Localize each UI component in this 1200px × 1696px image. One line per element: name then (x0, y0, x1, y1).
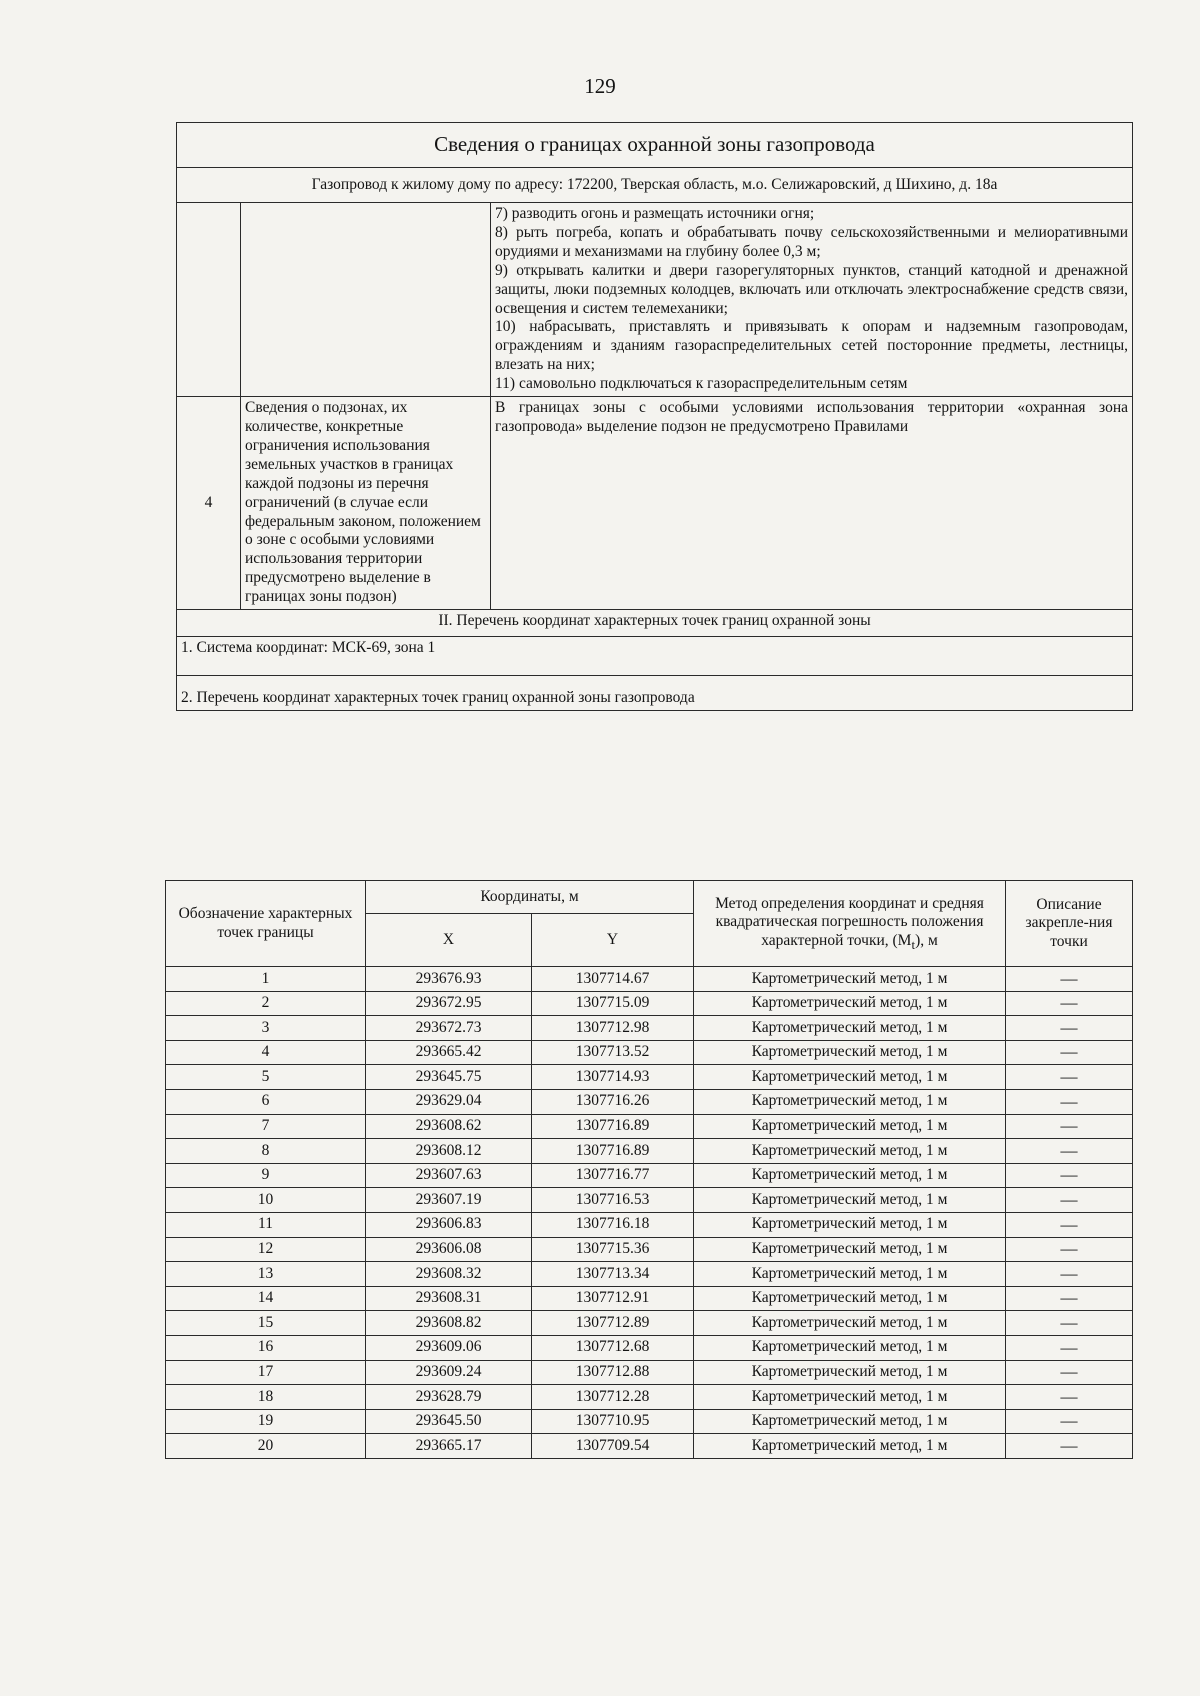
restrictions-list-cell (491, 203, 1133, 397)
point-number: 1 (166, 967, 366, 992)
point-number: 6 (166, 1089, 366, 1114)
header-method-main: Метод определения координат и средняя квадратическая погрешность положения характерной точки, (M (715, 894, 984, 949)
point-number: 12 (166, 1237, 366, 1262)
point-description: — (1006, 991, 1133, 1016)
point-description: — (1006, 1286, 1133, 1311)
table-row (166, 1360, 1133, 1385)
point-number: 15 (166, 1311, 366, 1336)
coord-x: 293609.24 (366, 1360, 532, 1385)
method-text: Картометрический метод, 1 м (694, 1434, 1006, 1459)
coord-x: 293665.42 (366, 1040, 532, 1065)
restriction-item: 10) набрасывать, приставлять и привязывать к опорам и надземным газопроводам, ограждениям и зданиям газораспределительных сетей посторонние предметы, лестницы, влезать на них; (495, 318, 1128, 374)
point-number: 13 (166, 1262, 366, 1287)
coord-y: 1307710.95 (532, 1409, 694, 1434)
coord-y: 1307716.18 (532, 1212, 694, 1237)
header-method (694, 881, 1006, 967)
table-row (166, 1385, 1133, 1410)
coords-list-title: 2. Перечень координат характерных точек границ охранной зоны газопровода (177, 676, 1133, 711)
coord-x: 293645.50 (366, 1409, 532, 1434)
zone-info-title: Сведения о границах охранной зоны газопровода (177, 123, 1133, 168)
table-row (166, 1212, 1133, 1237)
coord-y: 1307716.89 (532, 1139, 694, 1164)
point-description: — (1006, 1163, 1133, 1188)
coord-y: 1307713.34 (532, 1262, 694, 1287)
table-row (166, 1286, 1133, 1311)
coord-x: 293606.83 (366, 1212, 532, 1237)
table-row (166, 991, 1133, 1016)
table-row (166, 1409, 1133, 1434)
point-number: 5 (166, 1065, 366, 1090)
header-y: Y (532, 914, 694, 967)
coord-x: 293607.63 (366, 1163, 532, 1188)
table-row (166, 1262, 1133, 1287)
restriction-item: 7) разводить огонь и размещать источники огня; (495, 205, 815, 222)
restriction-item: 9) открывать калитки и двери газорегуляторных пунктов, станций катодной и дренажной защиты, люки подземных колодцев, включать или отключать электроснабжение средств связи, освещения и систем телемеханики; (495, 261, 1128, 317)
table-row (166, 1335, 1133, 1360)
method-text: Картометрический метод, 1 м (694, 1212, 1006, 1237)
point-number: 3 (166, 1016, 366, 1041)
point-description: — (1006, 1409, 1133, 1434)
point-number: 11 (166, 1212, 366, 1237)
method-text: Картометрический метод, 1 м (694, 1089, 1006, 1114)
point-description: — (1006, 1262, 1133, 1287)
coord-y: 1307712.91 (532, 1286, 694, 1311)
coord-y: 1307715.09 (532, 991, 694, 1016)
point-description: — (1006, 1335, 1133, 1360)
table-row (166, 1434, 1133, 1459)
coords-section-title: II. Перечень координат характерных точек границ охранной зоны (177, 610, 1133, 637)
coord-x: 293606.08 (366, 1237, 532, 1262)
coord-x: 293608.31 (366, 1286, 532, 1311)
method-text: Картометрический метод, 1 м (694, 1335, 1006, 1360)
row-number: 4 (177, 397, 241, 610)
table-row (166, 1040, 1133, 1065)
zone-info-subtitle: Газопровод к жилому дому по адресу: 172200, Тверская область, м.о. Селижаровский, д Шихино, д. 18а (177, 168, 1133, 203)
header-method-tail: ), м (915, 931, 938, 949)
coord-system-text: 1. Система координат: МСК-69, зона 1 (177, 637, 1133, 676)
coord-y: 1307716.53 (532, 1188, 694, 1213)
point-description: — (1006, 1434, 1133, 1459)
restriction-item: 11) самовольно подключаться к газораспределительным сетям (495, 375, 908, 393)
restrictions-continued-row (177, 203, 1133, 397)
coord-y: 1307712.28 (532, 1385, 694, 1410)
coord-x: 293676.93 (366, 967, 532, 992)
method-text: Картометрический метод, 1 м (694, 991, 1006, 1016)
method-text: Картометрический метод, 1 м (694, 1040, 1006, 1065)
method-text: Картометрический метод, 1 м (694, 967, 1006, 992)
coord-y: 1307712.89 (532, 1311, 694, 1336)
coordinates-body (166, 967, 1133, 1459)
point-description: — (1006, 1360, 1133, 1385)
table-row (166, 1188, 1133, 1213)
point-number: 19 (166, 1409, 366, 1434)
coord-y: 1307714.67 (532, 967, 694, 992)
point-number: 7 (166, 1114, 366, 1139)
subzones-label: Сведения о подзонах, их количестве, конкретные ограничения использования земельных участков в границах каждой подзоны из перечня ограничений (в случае если федеральным законом, положением о зоне с особыми условиями использования территории предусмотрено выделение в границах зоны подзон) (241, 397, 491, 610)
method-text: Картометрический метод, 1 м (694, 1409, 1006, 1434)
point-description: — (1006, 1114, 1133, 1139)
point-number: 2 (166, 991, 366, 1016)
coord-x: 293672.73 (366, 1016, 532, 1041)
point-number: 8 (166, 1139, 366, 1164)
method-text: Картометрический метод, 1 м (694, 1360, 1006, 1385)
method-text: Картометрический метод, 1 м (694, 1262, 1006, 1287)
point-number: 18 (166, 1385, 366, 1410)
coord-y: 1307716.77 (532, 1163, 694, 1188)
point-number: 17 (166, 1360, 366, 1385)
table-row (166, 1311, 1133, 1336)
point-number: 16 (166, 1335, 366, 1360)
point-number: 14 (166, 1286, 366, 1311)
point-description: — (1006, 1065, 1133, 1090)
point-description: — (1006, 1237, 1133, 1262)
method-text: Картометрический метод, 1 м (694, 1065, 1006, 1090)
table-row (166, 967, 1133, 992)
table-row (166, 1237, 1133, 1262)
method-text: Картометрический метод, 1 м (694, 1311, 1006, 1336)
coord-y: 1307712.68 (532, 1335, 694, 1360)
method-text: Картометрический метод, 1 м (694, 1114, 1006, 1139)
point-description: — (1006, 1016, 1133, 1041)
method-text: Картометрический метод, 1 м (694, 1286, 1006, 1311)
coord-x: 293629.04 (366, 1089, 532, 1114)
point-number: 10 (166, 1188, 366, 1213)
point-description: — (1006, 1385, 1133, 1410)
coord-x: 293645.75 (366, 1065, 532, 1090)
point-description: — (1006, 1212, 1133, 1237)
table-row (166, 1089, 1133, 1114)
point-description: — (1006, 1040, 1133, 1065)
table-row (166, 1016, 1133, 1041)
table-row (166, 1065, 1133, 1090)
coord-y: 1307712.98 (532, 1016, 694, 1041)
coord-x: 293607.19 (366, 1188, 532, 1213)
coordinates-table (165, 880, 1133, 1459)
method-text: Картометрический метод, 1 м (694, 1188, 1006, 1213)
table-row (166, 1163, 1133, 1188)
coord-y: 1307716.26 (532, 1089, 694, 1114)
coord-x: 293672.95 (366, 991, 532, 1016)
subzones-value: В границах зоны с особыми условиями использования территории «охранная зона газопровода» выделение подзон не предусмотрено Правилами (491, 397, 1133, 610)
table-row (166, 1139, 1133, 1164)
empty-label-cell (241, 203, 491, 397)
coord-x: 293608.62 (366, 1114, 532, 1139)
header-point: Обозначение характерных точек границы (166, 881, 366, 967)
empty-num-cell (177, 203, 241, 397)
coord-x: 293665.17 (366, 1434, 532, 1459)
table-row (166, 1114, 1133, 1139)
coord-y: 1307716.89 (532, 1114, 694, 1139)
coord-y: 1307715.36 (532, 1237, 694, 1262)
method-text: Картометрический метод, 1 м (694, 1139, 1006, 1164)
header-method-sub: t (911, 936, 916, 952)
point-number: 9 (166, 1163, 366, 1188)
subzones-row (177, 397, 1133, 610)
coord-x: 293608.82 (366, 1311, 532, 1336)
header-description: Описание закрепле-ния точки (1006, 881, 1133, 967)
coord-y: 1307709.54 (532, 1434, 694, 1459)
point-description: — (1006, 1188, 1133, 1213)
coord-x: 293608.32 (366, 1262, 532, 1287)
method-text: Картометрический метод, 1 м (694, 1385, 1006, 1410)
header-coords: Координаты, м (366, 881, 694, 914)
coord-y: 1307713.52 (532, 1040, 694, 1065)
method-text: Картометрический метод, 1 м (694, 1016, 1006, 1041)
restriction-item: 8) рыть погреба, копать и обрабатывать почву сельскохозяйственными и мелиоративными орудиями и механизмами на глубину более 0,3 м; (495, 223, 1128, 260)
coord-x: 293628.79 (366, 1385, 532, 1410)
coord-y: 1307714.93 (532, 1065, 694, 1090)
header-x: X (366, 914, 532, 967)
coord-x: 293608.12 (366, 1139, 532, 1164)
method-text: Картометрический метод, 1 м (694, 1237, 1006, 1262)
point-description: — (1006, 1311, 1133, 1336)
point-number: 20 (166, 1434, 366, 1459)
zone-info-table (176, 122, 1133, 711)
coord-x: 293609.06 (366, 1335, 532, 1360)
point-description: — (1006, 1139, 1133, 1164)
coord-y: 1307712.88 (532, 1360, 694, 1385)
page-number: 129 (584, 74, 616, 98)
point-description: — (1006, 967, 1133, 992)
point-description: — (1006, 1089, 1133, 1114)
method-text: Картометрический метод, 1 м (694, 1163, 1006, 1188)
point-number: 4 (166, 1040, 366, 1065)
